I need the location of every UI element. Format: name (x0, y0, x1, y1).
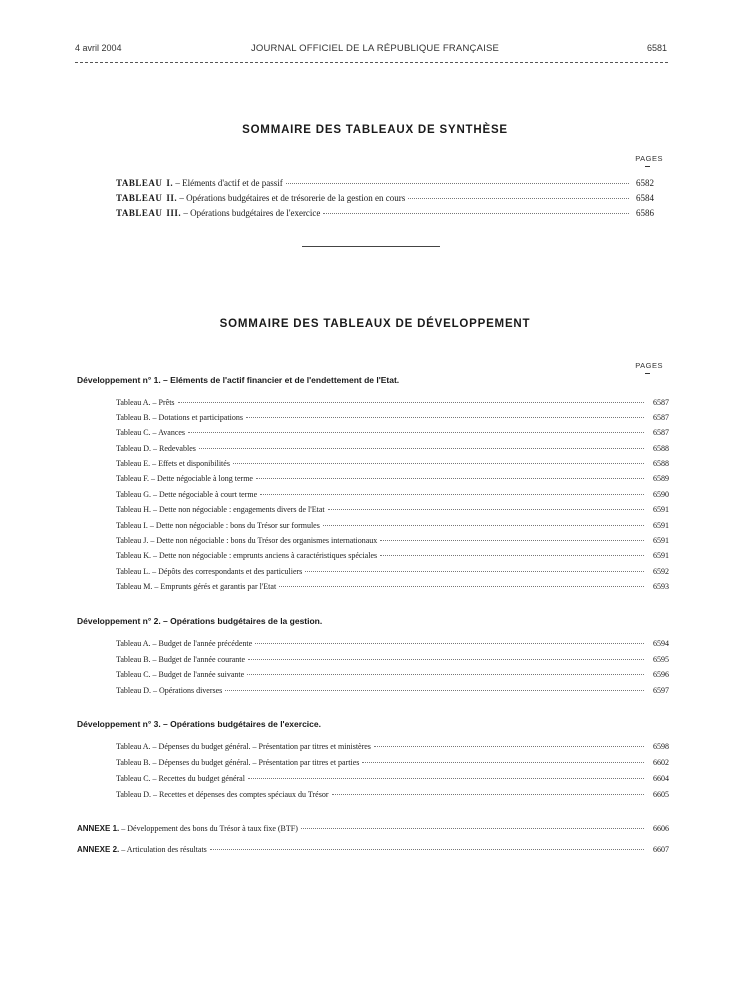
toc-row-text: Tableau E. – Effets et disponibilités (116, 459, 230, 468)
toc-row[interactable] (116, 444, 669, 459)
dot-leader (323, 212, 629, 214)
synthese-row-text: – Eléments d'actif et de passif (173, 178, 283, 188)
dot-leader (323, 524, 644, 526)
toc-row-page: 6592 (653, 567, 669, 576)
dot-leader (362, 761, 644, 763)
toc-row-page: 6591 (653, 551, 669, 560)
developpement-title: SOMMAIRE DES TABLEAUX DE DÉVELOPPEMENT (219, 318, 531, 330)
toc-row-page: 6591 (653, 505, 669, 514)
dot-leader (178, 401, 644, 403)
synthese-row[interactable] (116, 178, 654, 193)
dot-leader (380, 554, 644, 556)
annexe-text: – Développement des bons du Trésor à taux fixe (BTF) (119, 824, 298, 833)
annexe-page: 6606 (653, 824, 669, 833)
journal-title: JOURNAL OFFICIEL DE LA RÉPUBLIQUE FRANÇAISE (250, 43, 500, 54)
dot-leader (260, 493, 644, 495)
toc-row-page: 6598 (653, 742, 669, 751)
toc-row[interactable] (116, 774, 669, 789)
toc-row[interactable] (116, 790, 669, 805)
toc-row-text: Tableau B. – Dépenses du budget général. – Présentation par titres et parties (116, 758, 360, 767)
toc-row-page: 6591 (653, 536, 669, 545)
dot-leader (332, 793, 645, 795)
toc-row[interactable] (116, 521, 669, 536)
synthese-row-page: 6586 (636, 208, 654, 218)
toc-row-page: 6593 (653, 582, 669, 591)
synthese-row-num: III. (166, 208, 182, 218)
toc-row-text: Tableau H. – Dette non négociable : engagements divers de l'Etat (116, 505, 325, 514)
toc-row-text: Tableau B. – Budget de l'année courante (116, 655, 246, 664)
dot-leader (247, 673, 644, 675)
toc-row-page: 6594 (653, 639, 669, 648)
toc-row-text: Tableau J. – Dette non négociable : bons du Trésor des organismes internationaux (116, 536, 378, 545)
toc-row-text: Tableau C. – Recettes du budget général (116, 774, 245, 783)
annexe-label: ANNEXE 2. (77, 845, 120, 854)
toc-row-text: Tableau B. – Dotations et participations (116, 413, 243, 422)
toc-row-page: 6595 (653, 655, 669, 664)
toc-row-text: Tableau K. – Dette non négociable : emprunts anciens à caractéristiques spéciales (116, 551, 378, 560)
toc-row-text: Tableau G. – Dette négociable à court terme (116, 490, 258, 499)
header-date: 4 avril 2004 (75, 43, 122, 53)
section-divider (302, 246, 440, 247)
toc-row[interactable] (116, 413, 669, 428)
synthese-row-page: 6582 (636, 178, 654, 188)
synthese-row-page: 6584 (636, 193, 654, 203)
dot-leader (279, 585, 644, 587)
toc-row-text: Tableau A. – Budget de l'année précédente (116, 639, 253, 648)
dot-leader (256, 477, 644, 479)
section-heading-1: Développement n° 1. – Eléments de l'actif financier et de l'endettement de l'Etat. (77, 375, 400, 385)
synthese-row[interactable] (116, 193, 654, 208)
synthese-row-num: I. (166, 178, 174, 188)
toc-row[interactable] (116, 551, 669, 566)
synthese-row-label: TABLEAU (116, 193, 163, 203)
toc-row-text: Tableau A. – Dépenses du budget général. – Présentation par titres et ministères (116, 742, 371, 751)
annexe-text: – Articulation des résultats (119, 845, 207, 854)
dot-leader (246, 416, 644, 418)
toc-row[interactable] (116, 474, 669, 489)
toc-row-text: Tableau D. – Opérations diverses (116, 686, 223, 695)
toc-row-text: Tableau I. – Dette non négociable : bons du Trésor sur formules (116, 521, 320, 530)
toc-row-page: 6602 (653, 758, 669, 767)
toc-row[interactable] (116, 670, 669, 685)
toc-row-page: 6596 (653, 670, 669, 679)
toc-row[interactable] (116, 505, 669, 520)
toc-row[interactable] (116, 567, 669, 582)
toc-row-page: 6587 (653, 428, 669, 437)
synthese-row-label: TABLEAU (116, 178, 163, 188)
toc-row-text: Tableau F. – Dette négociable à long terme (116, 474, 253, 483)
dot-leader (225, 689, 644, 691)
toc-row-text: Tableau M. – Emprunts gérés et garantis par l'Etat (116, 582, 277, 591)
toc-row-page: 6591 (653, 521, 669, 530)
toc-row-page: 6597 (653, 686, 669, 695)
developpement-pages-label: PAGES (635, 361, 663, 370)
toc-row-page: 6605 (653, 790, 669, 799)
toc-row[interactable] (116, 459, 669, 474)
dot-leader (328, 508, 644, 510)
toc-row[interactable] (116, 742, 669, 757)
toc-row[interactable] (116, 490, 669, 505)
header-rule (75, 62, 668, 63)
synthese-row-text: – Opérations budgétaires de l'exercice (181, 208, 321, 218)
synthese-row[interactable] (116, 208, 654, 223)
toc-row-page: 6590 (653, 490, 669, 499)
toc-row-text: Tableau C. – Avances (116, 428, 186, 437)
toc-row-text: Tableau A. – Prêts (116, 398, 175, 407)
toc-row-page: 6604 (653, 774, 669, 783)
dot-leader (199, 447, 644, 449)
annexe-page: 6607 (653, 845, 669, 854)
section-heading-3: Développement n° 3. – Opérations budgétaires de l'exercice. (77, 719, 321, 729)
dot-leader (233, 462, 644, 464)
synthese-row-num: II. (166, 193, 178, 203)
toc-row[interactable] (116, 686, 669, 701)
dot-leader (248, 658, 644, 660)
synthese-title: SOMMAIRE DES TABLEAUX DE SYNTHÈSE (242, 124, 508, 136)
toc-row-text: Tableau C. – Budget de l'année suivante (116, 670, 245, 679)
annexe-label: ANNEXE 1. (77, 824, 120, 833)
dot-leader (408, 197, 629, 199)
toc-row[interactable] (116, 536, 669, 551)
toc-row-text: Tableau D. – Recettes et dépenses des comptes spéciaux du Trésor (116, 790, 329, 799)
toc-row-page: 6589 (653, 474, 669, 483)
annexe-row[interactable] (77, 824, 669, 839)
toc-row[interactable] (116, 582, 669, 597)
dot-leader (286, 182, 629, 184)
toc-row[interactable] (116, 758, 669, 773)
dot-leader (380, 539, 644, 541)
toc-row[interactable] (116, 639, 669, 654)
synthese-row-text: – Opérations budgétaires et de trésorerie de la gestion en cours (177, 193, 406, 203)
toc-row-page: 6588 (653, 459, 669, 468)
dot-leader (255, 642, 644, 644)
dot-leader (210, 848, 644, 850)
toc-row[interactable] (116, 428, 669, 443)
toc-row-text: Tableau L. – Dépôts des correspondants et des particuliers (116, 567, 303, 576)
annexe-row[interactable] (77, 845, 669, 860)
page-number: 6581 (646, 43, 667, 53)
toc-row[interactable] (116, 398, 669, 413)
toc-row-text: Tableau D. – Redevables (116, 444, 196, 453)
toc-row[interactable] (116, 655, 669, 670)
section-heading-2: Développement n° 2. – Opérations budgétaires de la gestion. (77, 616, 323, 626)
toc-row-page: 6587 (653, 398, 669, 407)
dot-leader (374, 745, 644, 747)
dot-leader (248, 777, 644, 779)
synthese-row-label: TABLEAU (116, 208, 163, 218)
toc-row-page: 6588 (653, 444, 669, 453)
dot-leader (188, 431, 644, 433)
dot-leader (305, 570, 644, 572)
toc-row-page: 6587 (653, 413, 669, 422)
dot-leader (301, 827, 644, 829)
synthese-pages-label: PAGES (635, 154, 663, 163)
